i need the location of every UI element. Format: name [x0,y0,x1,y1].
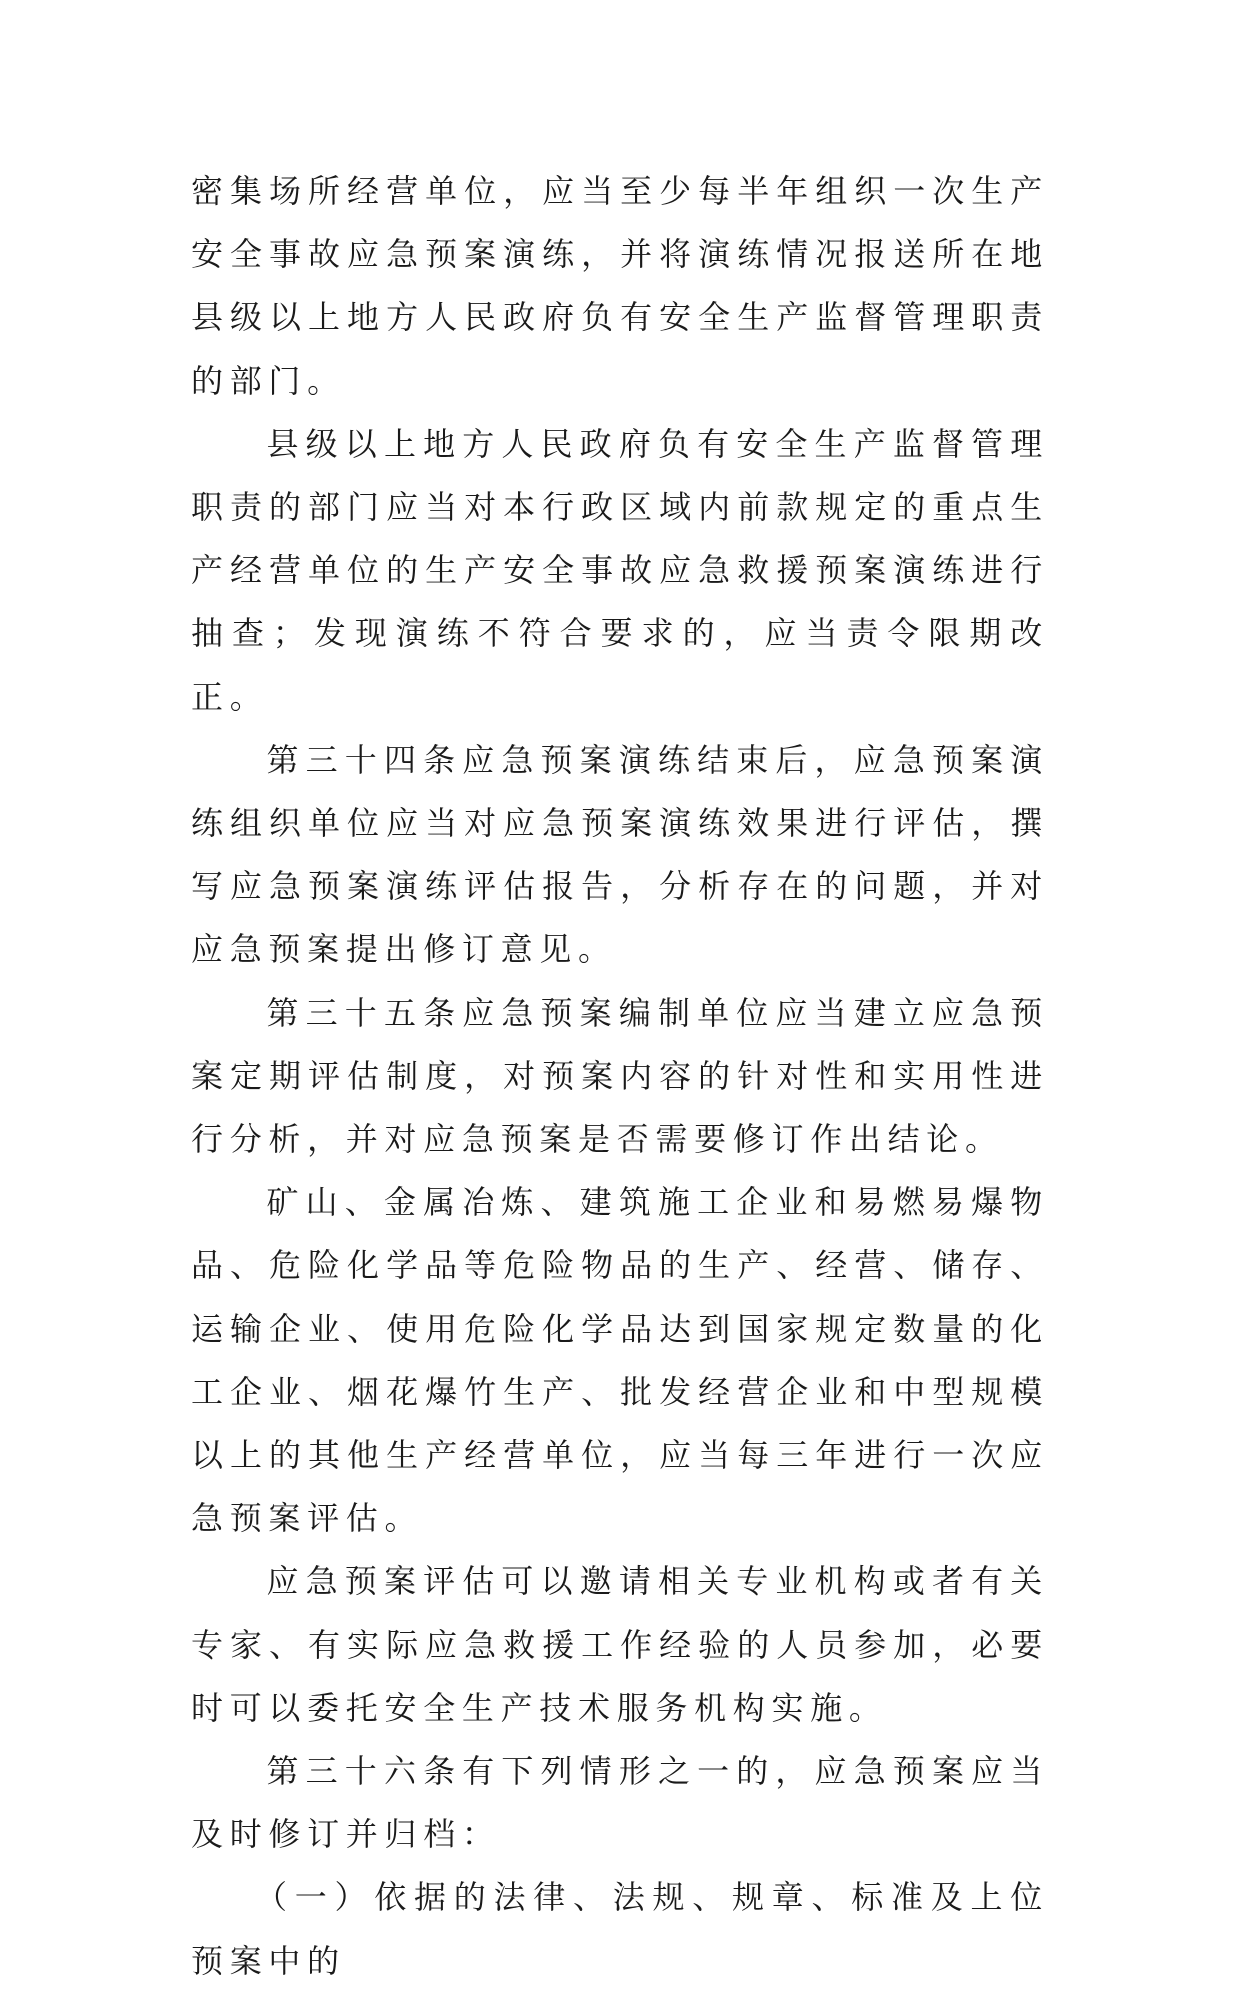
paragraph-item-1: （一）依据的法律、法规、规章、标准及上位预案中的 [191,1878,1049,1980]
paragraph-article-36: 第三十六条有下列情形之一的，应急预案应当及时修订并归档： [191,1752,1049,1854]
document-body [191,160,1049,1993]
paragraph-article-34: 第三十四条应急预案演练结束后，应急预案演练组织单位应当对应急预案演练效果进行评估，撰写应急预案演练评估报告，分析存在的问题，并对应急预案提出修订意见。 [191,740,1049,969]
paragraph-assessment-frequency: 矿山、金属冶炼、建筑施工企业和易燃易爆物品、危险化学品等危险物品的生产、经营、储存、运输企业、使用危险化学品达到国家规定数量的化工企业、烟花爆竹生产、批发经营企业和中型规模以上的其他生产经营单位，应当每三年进行一次应急预案评估。 [191,1183,1049,1538]
paragraph-article-35: 第三十五条应急预案编制单位应当建立应急预案定期评估制度，对预案内容的针对性和实用性进行分析，并对应急预案是否需要修订作出结论。 [191,993,1049,1159]
paragraph-county-inspection: 县级以上地方人民政府负有安全生产监督管理职责的部门应当对本行政区域内前款规定的重点生产经营单位的生产安全事故应急救援预案演练进行抽查；发现演练不符合要求的，应当责令限期改正。 [191,424,1049,716]
paragraph-continuation: 密集场所经营单位，应当至少每半年组织一次生产安全事故应急预案演练，并将演练情况报送所在地县级以上地方人民政府负有安全生产监督管理职责的部门。 [191,172,1049,400]
paragraph-assessment-experts: 应急预案评估可以邀请相关专业机构或者有关专家、有实际应急救援工作经验的人员参加，必要时可以委托安全生产技术服务机构实施。 [191,1562,1049,1727]
